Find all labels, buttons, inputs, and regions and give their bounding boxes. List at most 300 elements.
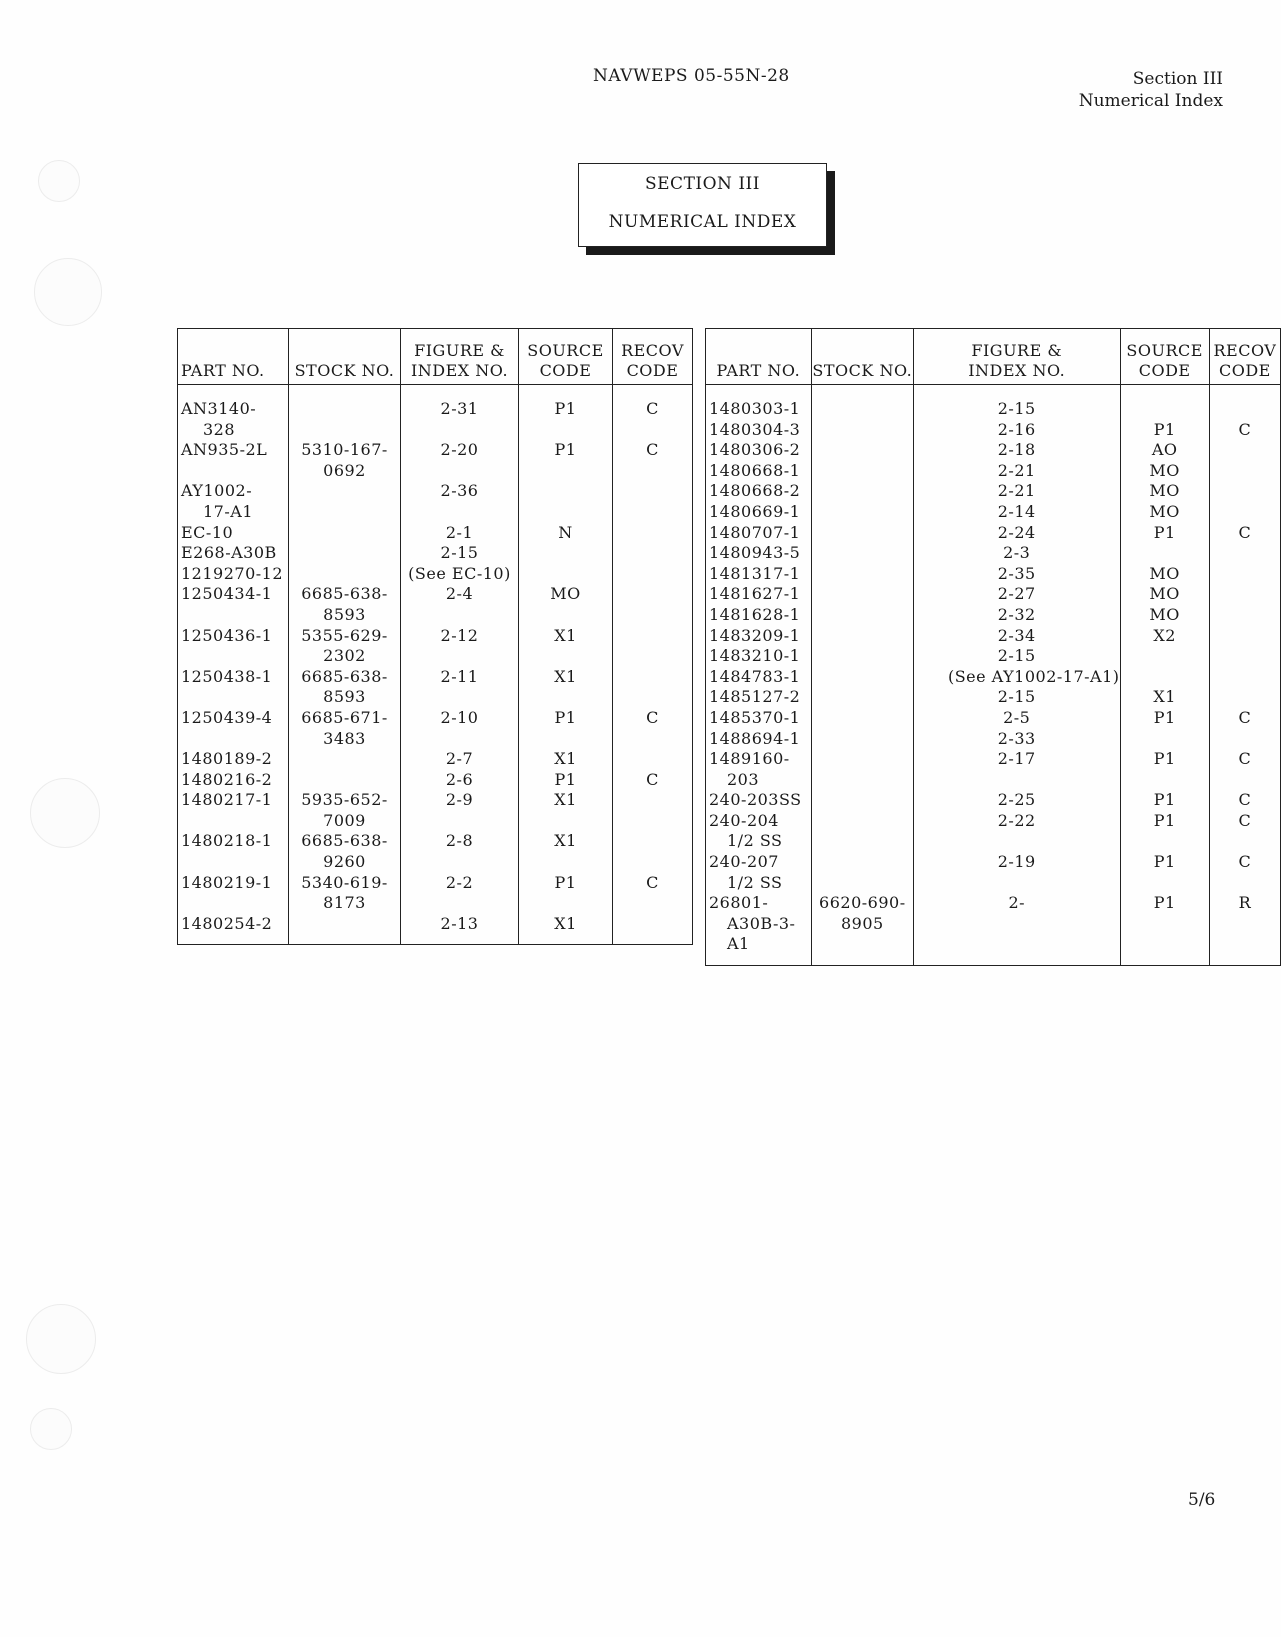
cell-figure-index [913,420,1120,441]
cell-source-code: MO [1120,605,1209,626]
cell-figure-index [913,461,1120,482]
section-label: Section III [1132,69,1223,89]
cell-part-no-line: 240-203SS [709,790,802,810]
cell-part-no [706,852,812,893]
cell-part-no [706,440,812,461]
cell-stock-no [811,523,913,544]
figure-index-value: 2-33 [997,728,1036,748]
cell-stock-no [289,564,401,585]
cell-source-code: P1 [1120,811,1209,852]
cell-part-no-line: 1485370-1 [709,707,801,727]
cell-recov-code: C [1209,523,1280,544]
cell-recov-code [1209,481,1280,502]
cell-source-code: P1 [1120,893,1209,955]
table-row [178,770,693,791]
cell-figure-index [913,729,1120,750]
figure-index-value: 2-2 [445,872,474,892]
cell-part-no [178,790,289,831]
cell-part-no-line: AN935-2L [181,440,268,460]
table-row [706,852,1281,893]
figure-index-value: 2-15 [997,687,1036,707]
cell-part-no [706,481,812,502]
cell-recov-code: C [1209,811,1280,852]
col-recov-code: RECOV CODE [1209,329,1280,385]
cell-part-no-line: 1480668-1 [709,460,801,480]
cell-part-no-line: 1480668-2 [709,481,801,501]
cell-part-no-line: 1480943-5 [709,543,801,563]
cell-stock-no [811,564,913,585]
cell-part-no [706,564,812,585]
cell-source-code: MO [1120,502,1209,523]
cell-recov-code [613,831,693,872]
cell-part-no-line: 1250438-1 [181,666,273,686]
cell-part-no-line: AN3140- [181,399,257,418]
table-row [178,873,693,914]
cell-stock-no-line: 6685-638- [301,584,388,604]
cell-recov-code [1209,667,1280,688]
cell-recov-code [613,914,693,935]
cell-part-no [706,385,812,420]
cell-recov-code [613,481,693,522]
cell-part-no-line: 1480189-2 [181,749,273,769]
cell-part-no-line: 1480218-1 [181,831,273,851]
cell-figure-index [401,626,519,667]
cell-part-no-line: 1480306-2 [709,440,801,460]
spacer-cell [178,934,289,945]
cell-figure-index [401,708,519,749]
cell-source-code: N [519,523,613,544]
section-box-line2: NUMERICAL INDEX [608,212,797,232]
cell-source-code: X1 [519,667,613,708]
figure-index-value: 2-13 [440,913,479,933]
cell-recov-code [1209,605,1280,626]
cell-part-no [178,914,289,935]
figure-index-value: 2-34 [997,625,1036,645]
cell-recov-code: C [613,440,693,481]
col-stock-no: STOCK NO. [289,329,401,385]
cell-recov-code: C [1209,749,1280,790]
cell-stock-no [811,687,913,708]
cell-figure-index [913,893,1120,955]
table-row [178,564,693,585]
cell-source-code [1120,543,1209,564]
cell-recov-code: C [1209,708,1280,729]
cell-part-no-line: A30B-3-A1 [727,913,796,954]
spacer-cell [401,934,519,945]
cell-stock-no [811,420,913,441]
cell-figure-index [913,687,1120,708]
cell-figure-index [401,564,519,585]
cell-part-no-line: 1483209-1 [709,625,801,645]
cell-stock-no [289,584,401,625]
cell-stock-no [289,385,401,441]
spacer-cell [706,955,812,966]
cell-source-code: X2 [1120,626,1209,647]
figure-index-value: 2-4 [445,584,474,604]
cell-part-no-line: 1489160- [709,749,790,769]
cell-figure-index [913,667,1120,688]
cell-source-code: MO [519,584,613,625]
cell-stock-no [289,481,401,522]
cell-stock-no [811,646,913,667]
cell-part-no [706,543,812,564]
cell-recov-code [613,564,693,585]
spacer-cell [613,934,693,945]
cell-stock-no [811,852,913,893]
cell-recov-code [613,584,693,625]
cell-part-no [178,385,289,441]
cell-source-code: P1 [519,873,613,914]
figure-index-value: 2-32 [997,604,1036,624]
cell-stock-no-line: 8905 [840,913,884,933]
cell-figure-index [401,667,519,708]
figure-index-value: 2-19 [997,852,1036,872]
cell-part-no [706,667,812,688]
table-row [706,481,1281,502]
cell-stock-no-line: 5935-652- [301,790,388,810]
cell-figure-index [913,790,1120,811]
cell-recov-code: C [1209,852,1280,893]
cell-figure-index [913,584,1120,605]
figure-index-value: (See AY1002-17-A1) [947,666,1120,686]
cell-part-no [178,873,289,914]
cell-stock-no-line: 8173 [323,893,366,913]
cell-part-no-line: 1250436-1 [181,625,273,645]
cell-part-no [178,667,289,708]
cell-part-no [178,543,289,564]
cell-stock-no-line: 6685-638- [301,831,388,851]
cell-source-code: X1 [1120,687,1209,708]
table-row [706,811,1281,852]
table-row [706,605,1281,626]
cell-stock-no [811,481,913,502]
cell-part-no [706,811,812,852]
cell-recov-code [613,749,693,770]
cell-figure-index [913,440,1120,461]
table-row [706,523,1281,544]
cell-part-no [706,605,812,626]
cell-stock-no [811,626,913,647]
cell-recov-code: C [1209,420,1280,441]
cell-recov-code [1209,584,1280,605]
cell-figure-index [913,481,1120,502]
cell-part-no [706,502,812,523]
table-row [178,440,693,481]
cell-source-code [519,481,613,522]
cell-source-code: P1 [519,708,613,749]
cell-recov-code: C [613,385,693,441]
figure-index-value: 2-22 [997,810,1036,830]
cell-part-no-line: 1219270-12 [181,563,284,583]
table-row [706,461,1281,482]
cell-stock-no-line: 6685-671- [301,707,388,727]
cell-figure-index [913,852,1120,893]
cell-part-no-line: 203 [727,769,760,789]
cell-source-code: P1 [519,385,613,441]
cell-figure-index [401,914,519,935]
cell-part-no-line: 240-207 [709,852,779,872]
table-row [706,543,1281,564]
punch-hole [26,1304,96,1374]
cell-figure-index [401,543,519,564]
spacer-cell [1209,955,1280,966]
cell-figure-index [401,523,519,544]
col-figure-index: FIGURE & INDEX NO. [913,329,1120,385]
cell-stock-no [811,749,913,790]
cell-recov-code [613,626,693,667]
cell-stock-no-line: 9260 [323,852,366,872]
cell-part-no-line: 1483210-1 [709,646,801,666]
cell-recov-code [1209,687,1280,708]
col-part-no: PART NO. [706,329,812,385]
figure-index-value: 2-20 [440,440,479,460]
cell-source-code [1120,667,1209,688]
cell-stock-no-line: 5310-167- [301,440,388,460]
cell-part-no-line: 1484783-1 [709,666,801,686]
cell-source-code: X1 [519,831,613,872]
cell-part-no-line: AY1002- [181,481,253,501]
section-header [1079,68,1223,112]
cell-figure-index [401,584,519,625]
cell-source-code: P1 [1120,852,1209,893]
spacer-cell [811,955,913,966]
cell-source-code: X1 [519,626,613,667]
cell-part-no-line: E268-A30B [181,543,277,563]
cell-part-no [706,749,812,790]
cell-figure-index [401,873,519,914]
cell-part-no [706,646,812,667]
cell-recov-code [1209,502,1280,523]
cell-stock-no [811,790,913,811]
cell-part-no-line: 1488694-1 [709,728,801,748]
cell-stock-no [289,873,401,914]
cell-recov-code [1209,626,1280,647]
col-recov-code: RECOV CODE [613,329,693,385]
cell-part-no-line: 1480707-1 [709,522,801,542]
cell-source-code: P1 [1120,523,1209,544]
cell-figure-index [913,523,1120,544]
figure-index-value: 2-8 [445,831,474,851]
figure-index-value: 2-6 [445,769,474,789]
table-row [706,440,1281,461]
cell-stock-no [811,502,913,523]
section-title-box [578,163,827,247]
cell-part-no-line: 1481627-1 [709,584,801,604]
cell-figure-index [913,708,1120,729]
cell-stock-no-line: 8593 [323,687,366,707]
cell-source-code: P1 [1120,749,1209,790]
cell-part-no-line: 1481317-1 [709,563,801,583]
cell-part-no-line: 1480669-1 [709,501,801,521]
table-row [706,584,1281,605]
cell-stock-no-line: 5340-619- [301,872,388,892]
table-header-row [178,329,693,385]
cell-part-no [178,523,289,544]
punch-hole [30,1408,72,1450]
figure-index-value: 2-31 [440,399,479,418]
cell-recov-code [1209,729,1280,750]
cell-part-no-line: 1250439-4 [181,707,273,727]
cell-source-code: AO [1120,440,1209,461]
table-row [706,420,1281,441]
cell-part-no-line: 1480216-2 [181,769,273,789]
cell-part-no [178,564,289,585]
table-header-row [706,329,1281,385]
col-figure-index: FIGURE & INDEX NO. [401,329,519,385]
figure-index-value: 2-7 [445,749,474,769]
table-row [706,626,1281,647]
cell-recov-code [1209,440,1280,461]
cell-source-code: P1 [1120,790,1209,811]
table-row [178,385,693,441]
table-row [706,385,1281,420]
cell-source-code: P1 [1120,420,1209,441]
cell-part-no [706,626,812,647]
cell-stock-no [811,543,913,564]
cell-stock-no-line: 2302 [323,646,366,666]
table-row [706,790,1281,811]
cell-part-no [706,708,812,729]
col-source-code: SOURCE CODE [1120,329,1209,385]
cell-stock-no [811,667,913,688]
cell-figure-index [401,385,519,441]
cell-part-no-line: EC-10 [181,522,234,542]
cell-part-no [706,420,812,441]
cell-part-no-line: 1480254-2 [181,913,273,933]
cell-stock-no-line: 8593 [323,604,366,624]
cell-stock-no [289,914,401,935]
cell-part-no-line: 26801- [709,893,769,913]
table-row [178,667,693,708]
cell-recov-code [613,790,693,831]
punch-hole [38,160,80,202]
cell-part-no [706,893,812,955]
cell-source-code: MO [1120,481,1209,502]
cell-recov-code [1209,564,1280,585]
spacer-cell [289,934,401,945]
figure-index-value: 2-16 [997,419,1036,439]
cell-stock-no [811,708,913,729]
table-row [178,626,693,667]
cell-source-code [1120,729,1209,750]
table-row [706,564,1281,585]
spacer-cell [913,955,1120,966]
cell-source-code [1120,646,1209,667]
cell-stock-no [289,626,401,667]
cell-figure-index [401,440,519,481]
cell-recov-code [1209,543,1280,564]
col-stock-no: STOCK NO. [811,329,913,385]
cell-stock-no [811,461,913,482]
cell-part-no [706,790,812,811]
table-row [178,749,693,770]
cell-stock-no-line: 0692 [323,460,366,480]
cell-figure-index [913,626,1120,647]
cell-part-no [706,687,812,708]
table-row [178,914,693,935]
cell-stock-no [811,811,913,852]
figure-index-value: 2-21 [997,460,1036,480]
cell-part-no-line: 17-A1 [203,501,253,521]
figure-index-value: 2- [1008,893,1026,913]
cell-stock-no [811,893,913,955]
document-number: NAVWEPS 05-55N-28 [593,66,790,86]
cell-source-code: P1 [1120,708,1209,729]
cell-source-code [519,543,613,564]
cell-stock-no [289,440,401,481]
cell-figure-index [913,564,1120,585]
cell-stock-no [811,584,913,605]
section-box-line1: SECTION III [645,174,760,194]
cell-part-no-line: 1485127-2 [709,687,801,707]
cell-recov-code [613,667,693,708]
cell-source-code: MO [1120,461,1209,482]
cell-recov-code [613,543,693,564]
cell-part-no [178,831,289,872]
cell-stock-no [289,523,401,544]
cell-source-code: MO [1120,584,1209,605]
figure-index-value: 2-15 [997,399,1036,418]
numerical-index-table-right [705,328,1281,966]
table-row [706,729,1281,750]
figure-index-value: 2-21 [997,481,1036,501]
table-row [706,708,1281,729]
cell-figure-index [913,543,1120,564]
cell-recov-code: C [1209,790,1280,811]
figure-index-value: 2-15 [997,646,1036,666]
cell-part-no [178,584,289,625]
punch-hole [34,258,102,326]
table-row [706,749,1281,790]
figure-index-value: 2-5 [1003,707,1031,727]
cell-recov-code: R [1209,893,1280,955]
spacer-cell [1120,955,1209,966]
table-row [178,481,693,522]
cell-stock-no [289,831,401,872]
table-row [706,687,1281,708]
table-row [706,646,1281,667]
cell-recov-code [1209,646,1280,667]
col-part-no: PART NO. [178,329,289,385]
table-row [178,584,693,625]
cell-figure-index [913,385,1120,420]
table-row [706,502,1281,523]
figure-index-value: 2-10 [440,707,479,727]
cell-stock-no-line: 7009 [323,810,366,830]
cell-stock-no [289,749,401,770]
cell-part-no [178,749,289,770]
cell-source-code [519,564,613,585]
cell-recov-code: C [613,873,693,914]
table-bottom-spacer [178,934,693,945]
cell-stock-no [811,729,913,750]
table-bottom-spacer [706,955,1281,966]
col-source-code: SOURCE CODE [519,329,613,385]
cell-stock-no [289,770,401,791]
cell-stock-no [811,605,913,626]
cell-source-code [1120,385,1209,420]
cell-figure-index [401,831,519,872]
cell-stock-no [289,790,401,831]
cell-source-code: X1 [519,914,613,935]
figure-index-value: 2-1 [445,522,474,542]
cell-stock-no [811,440,913,461]
spacer-cell [519,934,613,945]
cell-recov-code [1209,385,1280,420]
cell-figure-index [401,481,519,522]
table-row [178,543,693,564]
cell-recov-code [613,523,693,544]
